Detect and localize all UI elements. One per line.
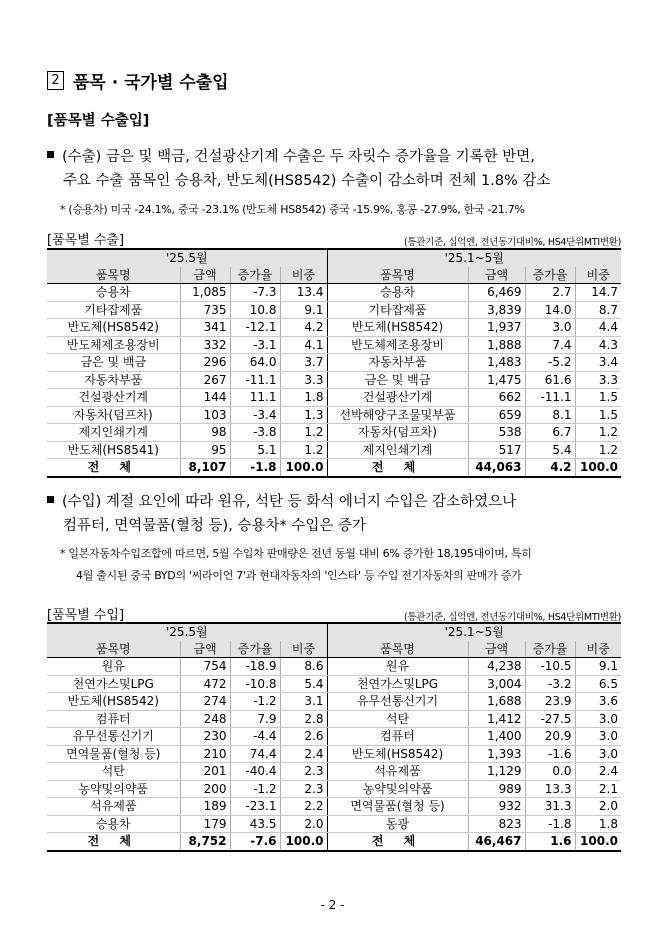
section-title-text: 품목 · 국가별 수출입: [73, 73, 229, 93]
value-cell: 200: [180, 780, 230, 798]
total-value-cell: 100.0: [280, 459, 327, 477]
table-row: [47, 815, 621, 833]
export-table-unit: (통관기준, 십억엔, 전년동기대비%, HS4단위MTI변환): [404, 237, 621, 248]
table-row: [47, 371, 621, 389]
item-name-cell: 동광: [327, 815, 468, 833]
value-cell: 2.3: [280, 763, 327, 781]
table-row: [47, 284, 621, 302]
export-note: * (승용차) 미국 -24.1%, 중국 -23.1% (반도체 HS8542) 중국 -15.9%, 홍콩 -27.9%, 한국 -21.7%: [60, 203, 525, 216]
value-cell: 1,937: [468, 319, 525, 337]
value-cell: 1.2: [575, 424, 621, 442]
value-cell: 3,839: [468, 301, 525, 319]
value-cell: 10.8: [230, 301, 280, 319]
value-cell: 472: [180, 675, 230, 693]
item-name-cell: 농약및의약품: [47, 780, 180, 798]
value-cell: 1.5: [575, 406, 621, 424]
export-summary-line2: 주요 수출 품목인 승용차, 반도체(HS8542) 수출이 감소하며 전체 1.8% 감소: [63, 173, 551, 189]
total-value-cell: 100.0: [280, 833, 327, 851]
export-table-label: [품목별 수출]: [47, 233, 125, 248]
item-name-cell: 유무선통신기기: [327, 693, 468, 711]
value-cell: 9.1: [280, 301, 327, 319]
value-cell: 2.1: [575, 780, 621, 798]
value-cell: 1,129: [468, 763, 525, 781]
value-cell: 2.6: [280, 728, 327, 746]
import-table-label: [품목별 수입]: [47, 608, 125, 623]
value-cell: -7.3: [230, 284, 280, 302]
value-cell: 1.2: [575, 441, 621, 459]
value-cell: 11.1: [230, 389, 280, 407]
value-cell: 1.8: [575, 815, 621, 833]
table-row: [47, 389, 621, 407]
value-cell: 189: [180, 798, 230, 816]
value-cell: -3.1: [230, 336, 280, 354]
item-name-cell: 반도체(HS8542): [327, 745, 468, 763]
value-cell: 989: [468, 780, 525, 798]
table-row: [47, 424, 621, 442]
column-header: 비중: [575, 267, 621, 284]
value-cell: -11.1: [230, 371, 280, 389]
value-cell: 1.3: [280, 406, 327, 424]
period-right: '25.1~5월: [327, 249, 621, 267]
table-total-row: [47, 833, 621, 851]
value-cell: 2.0: [280, 815, 327, 833]
item-name-cell: 제지인쇄기계: [47, 424, 180, 442]
item-name-cell: 농약및의약품: [327, 780, 468, 798]
table-row: [47, 780, 621, 798]
column-header: 품목명: [47, 641, 180, 658]
item-name-cell: 컴퓨터: [327, 728, 468, 746]
item-name-cell: 선박해양구조물및부품: [327, 406, 468, 424]
column-header: 증가율: [230, 267, 280, 284]
value-cell: 6.7: [525, 424, 575, 442]
item-name-cell: 반도체(HS8542): [47, 693, 180, 711]
value-cell: 14.7: [575, 284, 621, 302]
value-cell: 3.0: [575, 728, 621, 746]
item-name-cell: 건설광산기계: [47, 389, 180, 407]
value-cell: 1,475: [468, 371, 525, 389]
item-name-cell: 자동차부품: [47, 371, 180, 389]
subsection-title: [품목별 수출입]: [47, 113, 150, 129]
table-row: [47, 693, 621, 711]
table-row: [47, 301, 621, 319]
value-cell: 74.4: [230, 745, 280, 763]
value-cell: 3.7: [280, 354, 327, 372]
total-value-cell: 4.2: [525, 459, 575, 477]
table-total-row: [47, 459, 621, 477]
value-cell: 7.9: [230, 710, 280, 728]
value-cell: -5.2: [525, 354, 575, 372]
value-cell: 296: [180, 354, 230, 372]
value-cell: 1,400: [468, 728, 525, 746]
value-cell: 3.4: [575, 354, 621, 372]
item-name-cell: 금은 및 백금: [47, 354, 180, 372]
item-name-cell: 기타잡제품: [327, 301, 468, 319]
item-name-cell: 반도체(HS8542): [327, 319, 468, 337]
column-header: 증가율: [525, 267, 575, 284]
column-header: 비중: [575, 641, 621, 658]
value-cell: 341: [180, 319, 230, 337]
item-name-cell: 원유: [327, 658, 468, 676]
value-cell: 3.0: [575, 710, 621, 728]
table-row: [47, 441, 621, 459]
value-cell: 3.0: [525, 319, 575, 337]
value-cell: -3.4: [230, 406, 280, 424]
value-cell: 179: [180, 815, 230, 833]
import-summary: [47, 490, 627, 538]
value-cell: -1.2: [230, 780, 280, 798]
item-name-cell: 천연가스및LPG: [47, 675, 180, 693]
import-table-header: [47, 604, 621, 623]
value-cell: 8.6: [280, 658, 327, 676]
value-cell: 64.0: [230, 354, 280, 372]
value-cell: -3.2: [525, 675, 575, 693]
table-period-row: [47, 623, 621, 641]
value-cell: 932: [468, 798, 525, 816]
value-cell: 1,688: [468, 693, 525, 711]
value-cell: 1.2: [280, 441, 327, 459]
value-cell: 210: [180, 745, 230, 763]
value-cell: -11.1: [525, 389, 575, 407]
value-cell: -23.1: [230, 798, 280, 816]
value-cell: 2.4: [280, 745, 327, 763]
value-cell: 3.6: [575, 693, 621, 711]
import-table: [47, 622, 621, 852]
value-cell: 3,004: [468, 675, 525, 693]
total-label-cell: 전 체: [47, 833, 180, 851]
page-number: - 2 -: [320, 898, 345, 912]
value-cell: 2.8: [280, 710, 327, 728]
value-cell: 3.3: [575, 371, 621, 389]
value-cell: 4.4: [575, 319, 621, 337]
section-number: 2: [47, 71, 64, 90]
table-row: [47, 710, 621, 728]
item-name-cell: 천연가스및LPG: [327, 675, 468, 693]
value-cell: 95: [180, 441, 230, 459]
value-cell: 4,238: [468, 658, 525, 676]
item-name-cell: 면역물품(혈청 등): [327, 798, 468, 816]
bullet-square-icon: [47, 151, 54, 158]
value-cell: 8.7: [575, 301, 621, 319]
total-value-cell: 44,063: [468, 459, 525, 477]
value-cell: -3.8: [230, 424, 280, 442]
value-cell: 1,393: [468, 745, 525, 763]
value-cell: 23.9: [525, 693, 575, 711]
value-cell: 5.4: [280, 675, 327, 693]
total-label-cell: 전 체: [47, 459, 180, 477]
value-cell: 735: [180, 301, 230, 319]
table-row: [47, 406, 621, 424]
column-header: 금액: [468, 267, 525, 284]
total-value-cell: 8,752: [180, 833, 230, 851]
import-note-line1: * 일본자동차수입조합에 따르면, 5월 수입차 판매량은 전년 동월 대비 6% 증가한 18,195대이며, 특히: [60, 547, 532, 560]
value-cell: 517: [468, 441, 525, 459]
value-cell: 230: [180, 728, 230, 746]
table-row: [47, 675, 621, 693]
item-name-cell: 승용차: [47, 284, 180, 302]
item-name-cell: 컴퓨터: [47, 710, 180, 728]
bullet-square-icon: [47, 496, 54, 503]
value-cell: -1.2: [230, 693, 280, 711]
item-name-cell: 건설광산기계: [327, 389, 468, 407]
total-value-cell: -1.8: [230, 459, 280, 477]
value-cell: 144: [180, 389, 230, 407]
import-summary-line1: (수입) 계절 요인에 따라 원유, 석탄 등 화석 에너지 수입은 감소하였으나: [62, 494, 517, 510]
item-name-cell: 석탄: [47, 763, 180, 781]
value-cell: 13.3: [525, 780, 575, 798]
value-cell: 1.8: [280, 389, 327, 407]
value-cell: 20.9: [525, 728, 575, 746]
item-name-cell: 반도체(HS8542): [47, 319, 180, 337]
value-cell: 6,469: [468, 284, 525, 302]
export-summary-line1: (수출) 금은 및 백금, 건설광산기계 수출은 두 자릿수 증가율을 기록한 반면,: [62, 149, 535, 165]
item-name-cell: 승용차: [327, 284, 468, 302]
value-cell: -40.4: [230, 763, 280, 781]
value-cell: 9.1: [575, 658, 621, 676]
item-name-cell: 반도체제조용장비: [47, 336, 180, 354]
value-cell: -18.9: [230, 658, 280, 676]
value-cell: 5.1: [230, 441, 280, 459]
value-cell: 1,888: [468, 336, 525, 354]
value-cell: 31.3: [525, 798, 575, 816]
column-header: 품목명: [327, 641, 468, 658]
import-note-line2: 4월 출시된 중국 BYD의 '씨라이언 7'과 현대자동차의 '인스타' 등 수입 전기자동차의 판매가 증가: [76, 569, 522, 582]
table-column-header-row: [47, 641, 621, 658]
total-value-cell: 8,107: [180, 459, 230, 477]
item-name-cell: 금은 및 백금: [327, 371, 468, 389]
column-header: 증가율: [230, 641, 280, 658]
item-name-cell: 자동차(덤프차): [327, 424, 468, 442]
value-cell: 662: [468, 389, 525, 407]
value-cell: 7.4: [525, 336, 575, 354]
item-name-cell: 석유제품: [47, 798, 180, 816]
value-cell: -27.5: [525, 710, 575, 728]
value-cell: 14.0: [525, 301, 575, 319]
column-header: 품목명: [47, 267, 180, 284]
item-name-cell: 석탄: [327, 710, 468, 728]
value-cell: 1,483: [468, 354, 525, 372]
import-table-unit: (통관기준, 십억엔, 전년동기대비%, HS4단위MTI변환): [404, 612, 621, 623]
period-left: '25.5월: [47, 623, 327, 641]
import-summary-line2: 컴퓨터, 면역물품(혈청 등), 승용차* 수입은 증가: [63, 518, 366, 534]
import-note: [60, 543, 625, 587]
item-name-cell: 제지인쇄기계: [327, 441, 468, 459]
column-header: 금액: [180, 267, 230, 284]
item-name-cell: 석유제품: [327, 763, 468, 781]
column-header: 금액: [180, 641, 230, 658]
table-row: [47, 798, 621, 816]
value-cell: 4.2: [280, 319, 327, 337]
value-cell: -10.5: [525, 658, 575, 676]
value-cell: 3.0: [575, 745, 621, 763]
value-cell: 43.5: [230, 815, 280, 833]
item-name-cell: 자동차(덤프차): [47, 406, 180, 424]
value-cell: 1,085: [180, 284, 230, 302]
total-label-cell: 전 체: [327, 459, 468, 477]
value-cell: 2.3: [280, 780, 327, 798]
value-cell: -4.4: [230, 728, 280, 746]
column-header: 증가율: [525, 641, 575, 658]
value-cell: 267: [180, 371, 230, 389]
value-cell: -1.6: [525, 745, 575, 763]
value-cell: 2.7: [525, 284, 575, 302]
value-cell: 5.4: [525, 441, 575, 459]
total-value-cell: 1.6: [525, 833, 575, 851]
total-value-cell: -7.6: [230, 833, 280, 851]
value-cell: 1,412: [468, 710, 525, 728]
value-cell: 201: [180, 763, 230, 781]
table-row: [47, 728, 621, 746]
value-cell: 3.3: [280, 371, 327, 389]
value-cell: 103: [180, 406, 230, 424]
value-cell: 2.4: [575, 763, 621, 781]
table-row: [47, 354, 621, 372]
item-name-cell: 유무선통신기기: [47, 728, 180, 746]
item-name-cell: 기타잡제품: [47, 301, 180, 319]
value-cell: 1.2: [280, 424, 327, 442]
value-cell: 4.3: [575, 336, 621, 354]
value-cell: 332: [180, 336, 230, 354]
value-cell: 538: [468, 424, 525, 442]
table-row: [47, 658, 621, 676]
value-cell: 2.0: [575, 798, 621, 816]
total-value-cell: 46,467: [468, 833, 525, 851]
value-cell: 274: [180, 693, 230, 711]
table-row: [47, 763, 621, 781]
period-left: '25.5월: [47, 249, 327, 267]
value-cell: 98: [180, 424, 230, 442]
item-name-cell: 자동차부품: [327, 354, 468, 372]
value-cell: -12.1: [230, 319, 280, 337]
column-header: 비중: [280, 641, 327, 658]
export-table: [47, 248, 621, 478]
value-cell: 248: [180, 710, 230, 728]
table-row: [47, 319, 621, 337]
table-column-header-row: [47, 267, 621, 284]
value-cell: 3.1: [280, 693, 327, 711]
value-cell: 6.5: [575, 675, 621, 693]
item-name-cell: 면역물품(혈청 등): [47, 745, 180, 763]
export-table-header: [47, 229, 621, 248]
table-row: [47, 336, 621, 354]
total-label-cell: 전 체: [327, 833, 468, 851]
value-cell: -10.8: [230, 675, 280, 693]
value-cell: 8.1: [525, 406, 575, 424]
value-cell: -1.8: [525, 815, 575, 833]
value-cell: 659: [468, 406, 525, 424]
table-period-row: [47, 249, 621, 267]
period-right: '25.1~5월: [327, 623, 621, 641]
table-row: [47, 745, 621, 763]
item-name-cell: 반도체제조용장비: [327, 336, 468, 354]
value-cell: 0.0: [525, 763, 575, 781]
value-cell: 2.2: [280, 798, 327, 816]
item-name-cell: 반도체(HS8541): [47, 441, 180, 459]
value-cell: 1.5: [575, 389, 621, 407]
section-title: [47, 68, 229, 93]
column-header: 금액: [468, 641, 525, 658]
value-cell: 823: [468, 815, 525, 833]
item-name-cell: 원유: [47, 658, 180, 676]
value-cell: 4.1: [280, 336, 327, 354]
value-cell: 13.4: [280, 284, 327, 302]
value-cell: 61.6: [525, 371, 575, 389]
value-cell: 754: [180, 658, 230, 676]
total-value-cell: 100.0: [575, 459, 621, 477]
column-header: 비중: [280, 267, 327, 284]
item-name-cell: 승용차: [47, 815, 180, 833]
export-summary: [47, 145, 627, 193]
total-value-cell: 100.0: [575, 833, 621, 851]
column-header: 품목명: [327, 267, 468, 284]
